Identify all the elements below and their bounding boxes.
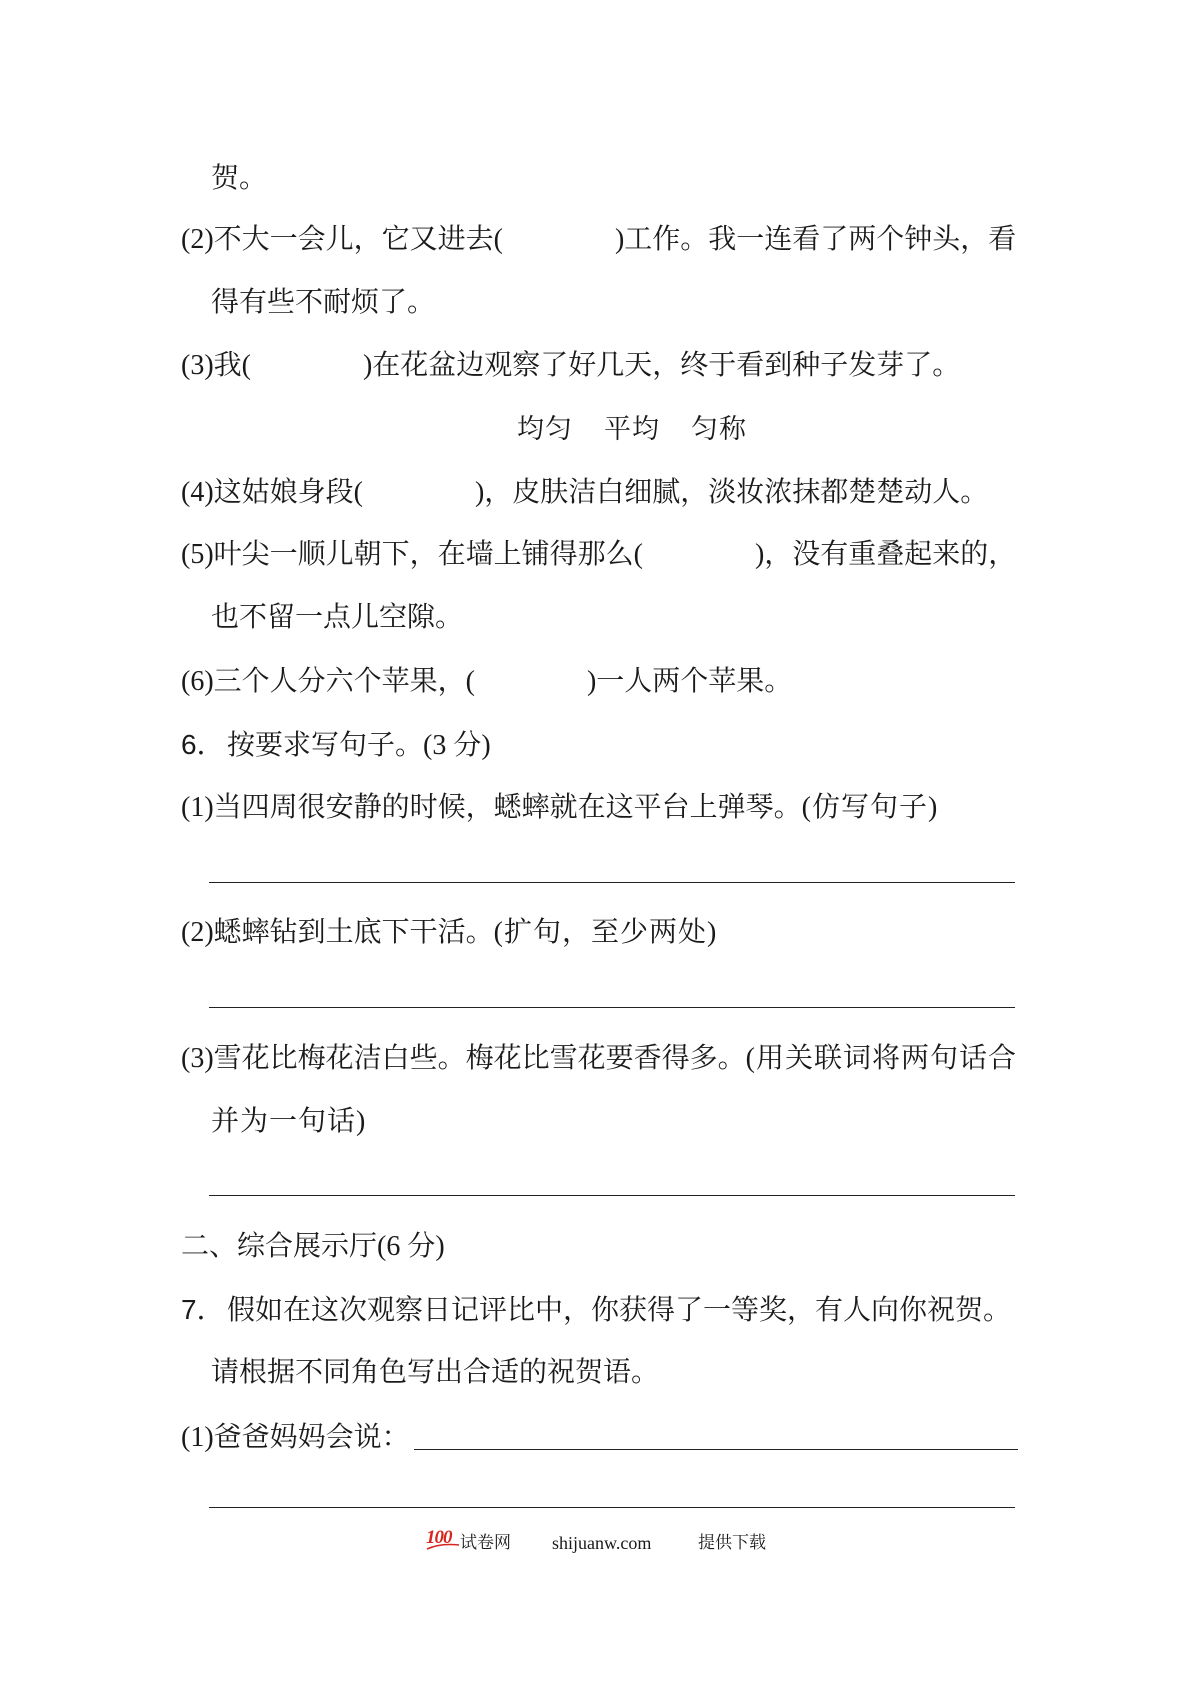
q5-item3-pre: (3)我(: [181, 350, 251, 381]
footer-domain: shijuanw.com: [552, 1533, 652, 1553]
question-number: 6．: [181, 729, 225, 760]
q5-item4: [181, 475, 988, 511]
footer-note: 提供下载: [698, 1533, 766, 1552]
q6-item2-hint: (扩句，至少两处): [493, 917, 718, 948]
q6-item1: [181, 790, 938, 826]
q6-item1-hint: (仿写句子): [801, 792, 939, 823]
q6-item2-text: (2)蟋蟀钻到土底下干活。: [181, 917, 494, 948]
q5-item2: [181, 222, 1016, 258]
q6-item3-hint: (用关联词将两句话合: [745, 1043, 1017, 1074]
q5-item5-continuation: 也不留一点儿空隙。: [211, 602, 464, 633]
q5-item5: [181, 537, 1016, 573]
site-logo: [426, 1526, 460, 1556]
answer-line: [209, 1195, 1015, 1196]
q7-item1-label: (1)爸爸妈妈会说：: [181, 1422, 410, 1453]
q5-item3: [181, 348, 960, 384]
question-text: 假如在这次观察日记评比中，你获得了一等奖，有人向你祝贺。: [227, 1295, 1012, 1326]
q5-item4-pre: (4)这姑娘身段(: [181, 477, 363, 508]
q5-item2-post: )工作。我一连看了两个钟头，看: [614, 224, 1017, 255]
section-heading: 二、综合展示厅(6 分): [181, 1231, 445, 1262]
q6-item3-text: (3)雪花比梅花洁白些。梅花比雪花要香得多。: [181, 1043, 746, 1074]
question-title: 按要求写句子。(3 分): [227, 730, 491, 761]
q5-item6: [181, 664, 792, 700]
answer-line: [209, 1007, 1015, 1008]
q6-item3-continuation: 并为一句话): [211, 1106, 367, 1137]
word-bank-item: 匀称: [691, 414, 747, 444]
q5-item2-continuation: 得有些不耐烦了。: [211, 287, 436, 318]
q5-item5-pre: (5)叶尖一顺儿朝下，在墙上铺得那么(: [181, 539, 643, 570]
question-number: 7．: [181, 1294, 225, 1325]
q5-item4-post: )，皮肤洁白细腻，淡妆浓抹都楚楚动人。: [474, 477, 989, 508]
q7-continuation: 请根据不同角色写出合适的祝贺语。: [211, 1357, 660, 1388]
word-bank: [517, 411, 747, 447]
q6-item1-text: (1)当四周很安静的时候，蟋蟀就在这平台上弹琴。: [181, 792, 802, 823]
word-bank-item: 平均: [604, 414, 660, 444]
q5-item6-pre: (6)三个人分六个苹果，(: [181, 666, 475, 697]
q7-heading: [181, 1292, 1011, 1329]
q5-item3-post: )在花盆边观察了好几天，终于看到种子发芽了。: [362, 350, 961, 381]
q5-item5-post: )，没有重叠起来的，: [754, 539, 1017, 570]
logo-swoosh-icon: [426, 1542, 460, 1552]
word-bank-item: 均匀: [517, 414, 573, 444]
answer-line: [209, 882, 1015, 883]
q5-item1-continuation: 贺。: [211, 163, 268, 194]
q5-item6-post: )一人两个苹果。: [586, 666, 793, 697]
q6-heading: [181, 727, 491, 764]
answer-line: [414, 1449, 1018, 1450]
q6-item2: [181, 915, 717, 951]
footer-site-name: 试卷网: [460, 1533, 511, 1552]
logo-number: 100: [426, 1527, 452, 1548]
answer-line: [209, 1507, 1015, 1508]
q5-item2-pre: (2)不大一会儿，它又进去(: [181, 224, 503, 255]
q6-item3: [181, 1041, 1017, 1077]
